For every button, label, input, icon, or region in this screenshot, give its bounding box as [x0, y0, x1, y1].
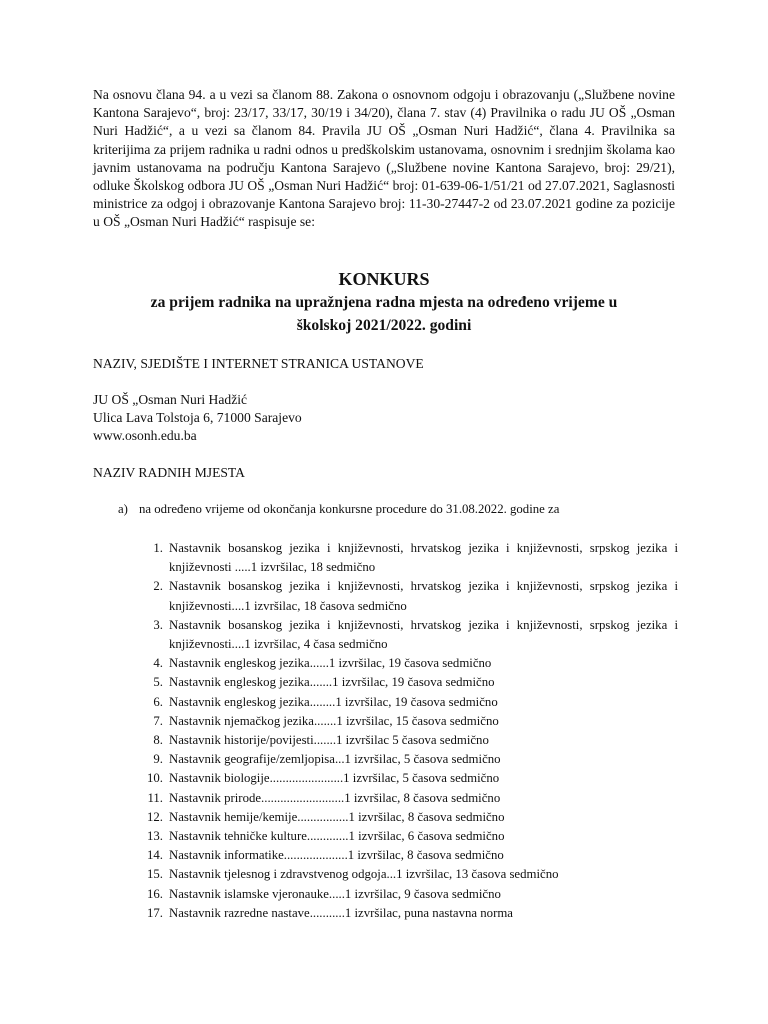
- list-item: [133, 808, 678, 827]
- list-item-text: Nastavnik njemačkog jezika.......1 izvršilac, 15 časova sedmično: [169, 713, 499, 728]
- list-item: [133, 769, 678, 788]
- list-item: [133, 827, 678, 846]
- list-item-text: Nastavnik tehničke kulture.............1 izvršilac, 6 časova sedmično: [169, 829, 505, 844]
- positions-heading: NAZIV RADNIH MJESTA: [93, 465, 245, 480]
- list-item-text: Nastavnik informatike....................1 izvršilac, 8 časova sedmično: [169, 848, 504, 863]
- list-item-text: Nastavnik historije/povijesti.......1 izvršilac 5 časova sedmično: [169, 733, 489, 748]
- list-item-text: Nastavnik engleskog jezika.......1 izvršilac, 19 časova sedmično: [169, 675, 495, 690]
- list-item-text: Nastavnik tjelesnog i zdravstvenog odgoja...1 izvršilac, 13 časova sedmično: [169, 867, 559, 882]
- institution-address: Ulica Lava Tolstoja 6, 71000 Sarajevo: [93, 410, 302, 426]
- list-item: [133, 750, 678, 769]
- list-item: [133, 885, 678, 904]
- list-item-number: 2.: [153, 579, 163, 594]
- list-item: [133, 712, 678, 731]
- list-item-number: 5.: [153, 675, 163, 690]
- subtitle-line-1: za prijem radnika na upražnjena radna mjesta na određeno vrijeme u: [150, 294, 618, 311]
- document-title: KONKURS: [338, 269, 430, 289]
- institution-name: JU OŠ „Osman Nuri Hadžić: [93, 392, 248, 407]
- list-item-text: Nastavnik islamske vjeronauke.....1 izvršilac, 9 časova sedmično: [169, 886, 501, 901]
- list-item-number: 4.: [153, 656, 163, 671]
- list-item-number: 6.: [153, 694, 163, 709]
- list-item-text: Nastavnik prirode..........................1 izvršilac, 8 časova sedmično: [169, 790, 501, 805]
- list-item-text: Nastavnik hemije/kemije................1 izvršilac, 8 časova sedmično: [169, 809, 505, 824]
- list-item: [133, 539, 678, 577]
- list-item-text: Nastavnik engleskog jezika........1 izvršilac, 19 časova sedmično: [169, 694, 498, 709]
- subtitle-line-2: školskoj 2021/2022. godini: [296, 317, 472, 334]
- list-item-text: Nastavnik geografije/zemljopisa...1 izvršilac, 5 časova sedmično: [169, 752, 501, 767]
- list-item-number: 12.: [147, 809, 163, 824]
- list-item-text: Nastavnik biologije.......................1 izvršilac, 5 časova sedmično: [169, 771, 500, 786]
- institution-info: [93, 391, 675, 446]
- section-a-marker: a): [118, 502, 128, 516]
- list-item-number: 16.: [147, 886, 163, 901]
- positions-list: [133, 539, 678, 923]
- list-item: [133, 865, 678, 884]
- list-item: [133, 789, 678, 808]
- list-item-number: 11.: [147, 790, 163, 805]
- list-item: [133, 731, 678, 750]
- list-item: [133, 846, 678, 865]
- list-item-text: Nastavnik engleskog jezika......1 izvršilac, 19 časova sedmično: [169, 656, 492, 671]
- institution-heading: NAZIV, SJEDIŠTE I INTERNET STRANICA USTANOVE: [93, 356, 424, 371]
- intro-paragraph: Na osnovu člana 94. a u vezi sa članom 88. Zakona o osnovnom odgoju i obrazovanju („Službene novine Kantona Sarajevo“, broj: 23/17, 33/17, 30/19 i 34/20), člana 7. stav (4) Pravilnika o radu JU OŠ „Osman Nuri Hadžić“, a u vezi sa članom 84. Pravila JU OŠ „Osman Nuri Hadžić“, člana 4. Pravilnika sa kriterijima za prijem radnika u radni odnos u predškolskim ustanovama, osnovnim i srednjim školama kao javnim ustanovama na području Kantona Sarajevo („Službene novine Kantona Sarajevo, broj: 29/21), odluke Školskog odbora JU OŠ „Osman Nuri Hadžić“ broj: 01-639-06-1/51/21 od 27.07.2021, Saglasnosti ministrice za odgoj i obrazovanje Kantona Sarajevo broj: 11-30-27447-2 od 23.07.2021 godine za pozicije u OŠ „Osman Nuri Hadžić“ raspisuje se:: [93, 87, 675, 230]
- list-item-number: 17.: [147, 905, 163, 920]
- list-item: [133, 654, 678, 673]
- list-item-text: Nastavnik bosanskog jezika i književnosti, hrvatskog jezika i književnosti, srpskog jezika i književnosti....1 izvršilac, 4 časa sedmično: [169, 617, 678, 652]
- list-item-number: 9.: [153, 752, 163, 767]
- list-item-number: 1.: [153, 541, 163, 555]
- list-item-number: 15.: [147, 867, 163, 882]
- section-a: [118, 500, 559, 518]
- list-item-number: 13.: [147, 829, 163, 844]
- list-item-number: 10.: [147, 771, 163, 786]
- list-item-number: 8.: [153, 733, 163, 748]
- list-item-text: Nastavnik bosanskog jezika i književnosti, hrvatskog jezika i književnosti, srpskog jezika i književnosti....1 izvršilac, 18 časova sedmično: [169, 579, 678, 613]
- list-item: [133, 577, 678, 615]
- list-item-text: Nastavnik bosanskog jezika i književnosti, hrvatskog jezika i književnosti, srpskog jezika i književnosti .....1 izvršilac, 18 sedmično: [169, 541, 678, 575]
- list-item: [133, 673, 678, 692]
- list-item-number: 7.: [153, 713, 163, 728]
- section-a-text: na određeno vrijeme od okončanja konkursne procedure do 31.08.2022. godine za: [139, 502, 560, 516]
- list-item-number: 3.: [153, 617, 163, 632]
- document-subtitle: [93, 291, 675, 337]
- list-item-number: 14.: [147, 848, 163, 863]
- list-item: [133, 904, 678, 923]
- list-item: [133, 616, 678, 654]
- list-item-text: Nastavnik razredne nastave...........1 izvršilac, puna nastavna norma: [169, 905, 513, 920]
- institution-website: www.osonh.edu.ba: [93, 428, 197, 444]
- list-item: [133, 693, 678, 712]
